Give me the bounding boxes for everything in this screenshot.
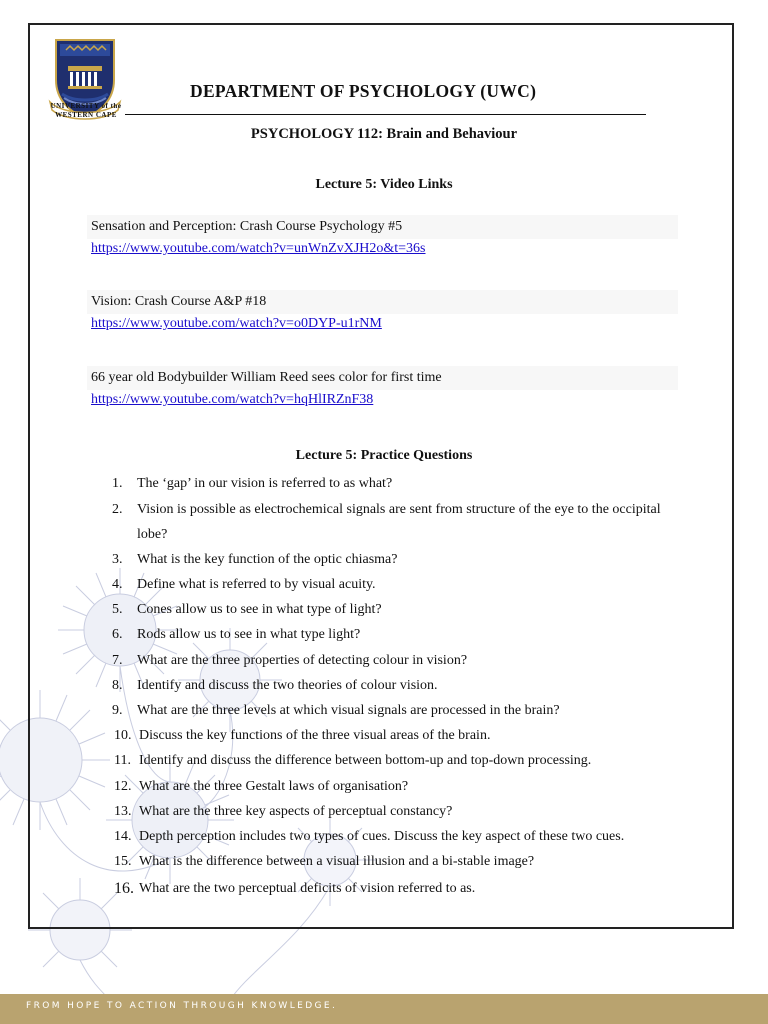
question-text: What are the three Gestalt laws of organisation? — [139, 779, 409, 794]
question-item — [112, 497, 672, 547]
question-text: What are the three levels at which visual signals are processed in the brain? — [137, 703, 560, 718]
question-number: 8. — [112, 678, 123, 693]
question-item — [114, 876, 674, 901]
question-text: What is the difference between a visual illusion and a bi-stable image? — [139, 854, 535, 869]
university-name-caption — [30, 102, 142, 120]
question-text: Discuss the key functions of the three visual areas of the brain. — [139, 728, 491, 743]
question-number: 6. — [112, 627, 123, 642]
question-item — [114, 748, 674, 773]
title-divider — [125, 114, 646, 115]
video-link[interactable]: https://www.youtube.com/watch?v=unWnZvXJH2o&t=36s — [91, 241, 426, 256]
question-item — [112, 572, 672, 597]
question-number: 11. — [114, 753, 131, 768]
question-text: Identify and discuss the two theories of colour vision. — [137, 678, 438, 693]
footer-band — [0, 994, 768, 1024]
question-number: 1. — [112, 476, 123, 491]
logo-text-line2: WESTERN CAPE — [55, 111, 117, 119]
question-number: 16. — [114, 880, 134, 897]
question-item — [112, 597, 672, 622]
question-number: 5. — [112, 602, 123, 617]
question-number: 4. — [112, 577, 123, 592]
question-number: 15. — [114, 854, 132, 869]
question-number: 9. — [112, 703, 123, 718]
question-item — [112, 471, 672, 496]
video-title: Vision: Crash Course A&P #18 — [87, 290, 678, 314]
question-number: 2. — [112, 502, 123, 517]
question-text: Rods allow us to see in what type light? — [137, 627, 361, 642]
question-text: What are the three key aspects of perceptual constancy? — [139, 804, 453, 819]
video-links-heading: Lecture 5: Video Links — [315, 177, 453, 192]
department-title: DEPARTMENT OF PSYCHOLOGY (UWC) — [190, 81, 537, 101]
question-number: 13. — [114, 804, 132, 819]
question-item — [114, 824, 674, 849]
question-item — [114, 774, 674, 799]
question-text: What are the three properties of detecting colour in vision? — [137, 653, 468, 668]
question-text: Vision is possible as electrochemical signals are sent from structure of the eye to the occipital lobe? — [137, 502, 661, 542]
course-title: PSYCHOLOGY 112: Brain and Behaviour — [250, 126, 518, 142]
question-text: The ‘gap’ in our vision is referred to as what? — [137, 476, 393, 491]
video-title: Sensation and Perception: Crash Course Psychology #5 — [87, 215, 678, 239]
question-item — [112, 673, 672, 698]
video-link[interactable]: https://www.youtube.com/watch?v=o0DYP-u1rNM — [91, 316, 382, 331]
question-number: 10. — [114, 728, 132, 743]
question-text: Depth perception includes two types of cues. Discuss the key aspect of these two cues. — [139, 829, 625, 844]
question-item — [112, 622, 672, 647]
question-number: 7. — [112, 653, 123, 668]
question-item — [114, 849, 674, 874]
question-text: Define what is referred to by visual acuity. — [137, 577, 376, 592]
question-item — [114, 799, 674, 824]
question-item — [114, 723, 674, 748]
question-item — [112, 547, 672, 572]
question-text: Cones allow us to see in what type of light? — [137, 602, 382, 617]
question-number: 14. — [114, 829, 132, 844]
question-text: Identify and discuss the difference between bottom-up and top-down processing. — [139, 753, 592, 768]
practice-questions-heading: Lecture 5: Practice Questions — [295, 448, 473, 463]
question-item — [112, 648, 672, 673]
question-text: What are the two perceptual deficits of vision referred to as. — [139, 881, 476, 896]
question-number: 12. — [114, 779, 132, 794]
video-title: 66 year old Bodybuilder William Reed sees color for first time — [87, 366, 678, 390]
logo-text-line1: UNIVERSITY of the — [50, 102, 122, 110]
footer-motto: FROM HOPE TO ACTION THROUGH KNOWLEDGE. — [26, 1001, 338, 1011]
question-text: What is the key function of the optic chiasma? — [137, 552, 398, 567]
question-number: 3. — [112, 552, 123, 567]
question-item — [112, 698, 672, 723]
video-link[interactable]: https://www.youtube.com/watch?v=hqHlIRZnF38 — [91, 392, 374, 407]
